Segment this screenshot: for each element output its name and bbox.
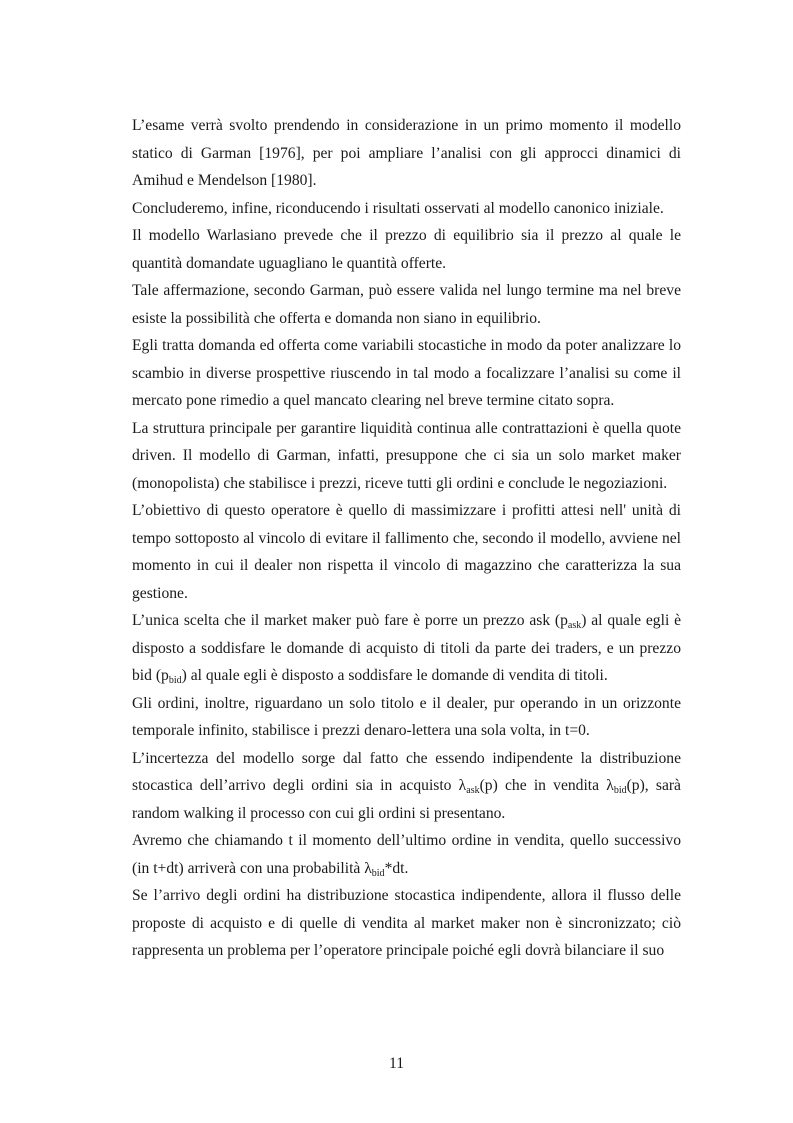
text-run: ) al quale egli è disposto a soddisfare le domande di acquisto di titoli da parte dei traders, e un prezzo bid (p <box>132 612 681 684</box>
text-run: (p), sarà random walking il processo con cui gli ordini si presentano. <box>132 777 681 822</box>
text-run: L’unica scelta che il market maker può fare è porre un prezzo ask (p <box>132 612 568 629</box>
text-run: (p) che in vendita λ <box>479 777 614 794</box>
subscript: bid <box>613 785 627 796</box>
text-run: L’esame verrà svolto prendendo in considerazione in un primo momento il modello statico di Garman [1976], per poi ampliare l’analisi con gli approcci dinamici di Amihud e Mendelson [1980]. <box>132 117 681 189</box>
text-run: Egli tratta domanda ed offerta come variabili stocastiche in modo da poter analizzare lo scambio in diverse prospettive riuscendo in tal modo a focalizzare l’analisi su come il mercato pone rimedio a quel mancato clearing nel breve termine citato sopra. <box>132 337 681 409</box>
paragraph <box>132 112 681 195</box>
text-run: Se l’arrivo degli ordini ha distribuzione stocastica indipendente, allora il flusso delle proposte di acquisto e di quelle di vendita al market maker non è sincronizzato; ciò rappresenta un problema per l’operatore principale poiché egli dovrà bilanciare il suo <box>132 887 681 959</box>
subscript: bid <box>168 675 182 686</box>
paragraph <box>132 690 681 745</box>
subscript: ask <box>567 620 582 631</box>
paragraph <box>132 415 681 498</box>
text-run: Concluderemo, infine, riconducendo i risultati osservati al modello canonico iniziale. <box>132 199 664 217</box>
paragraph <box>132 745 681 828</box>
text-run: Avremo che chiamando t il momento dell’ultimo ordine in vendita, quello successivo (in t+dt) arriverà con una probabilità λ <box>132 832 681 877</box>
body-text <box>132 112 681 965</box>
subscript: ask <box>466 785 480 796</box>
paragraph <box>132 222 681 277</box>
paragraph <box>132 277 681 332</box>
page-number: 11 <box>388 1055 404 1072</box>
subscript: bid <box>371 867 385 879</box>
paragraph <box>132 882 681 965</box>
paragraph <box>132 195 681 223</box>
paragraph <box>132 332 681 415</box>
text-run: Gli ordini, inoltre, riguardano un solo titolo e il dealer, pur operando in un orizzonte temporale infinito, stabilisce i prezzi denaro-lettera una sola volta, in t=0. <box>132 694 681 739</box>
text-run: *dt. <box>384 859 409 877</box>
paragraph <box>132 607 681 690</box>
paragraph <box>132 827 681 882</box>
text-run: L’incertezza del modello sorge dal fatto che essendo indipendente la distribuzione stocastica dell’arrivo degli ordini sia in acquisto λ <box>132 749 681 794</box>
text-run: Il modello Warlasiano prevede che il prezzo di equilibrio sia il prezzo al quale le quantità domandate uguagliano le quantità offerte. <box>132 227 681 272</box>
text-run: L’obiettivo di questo operatore è quello di massimizzare i profitti attesi nell' unità di tempo sottoposto al vincolo di evitare il fallimento che, secondo il modello, avviene nel momento in cui il dealer non rispetta il vincolo di magazzino che caratterizza la sua gestione. <box>132 502 681 602</box>
text-run: Tale affermazione, secondo Garman, può essere valida nel lungo termine ma nel breve esiste la possibilità che offerta e domanda non siano in equilibrio. <box>132 282 681 327</box>
text-run: ) al quale egli è disposto a soddisfare le domande di vendita di titoli. <box>181 667 608 684</box>
text-run: La struttura principale per garantire liquidità continua alle contrattazioni è quella quote driven. Il modello di Garman, infatti, presuppone che ci sia un solo market maker (monopolista) che stabilisce i prezzi, riceve tutti gli ordini e conclude le negoziazioni. <box>132 419 681 492</box>
paragraph <box>132 497 681 607</box>
